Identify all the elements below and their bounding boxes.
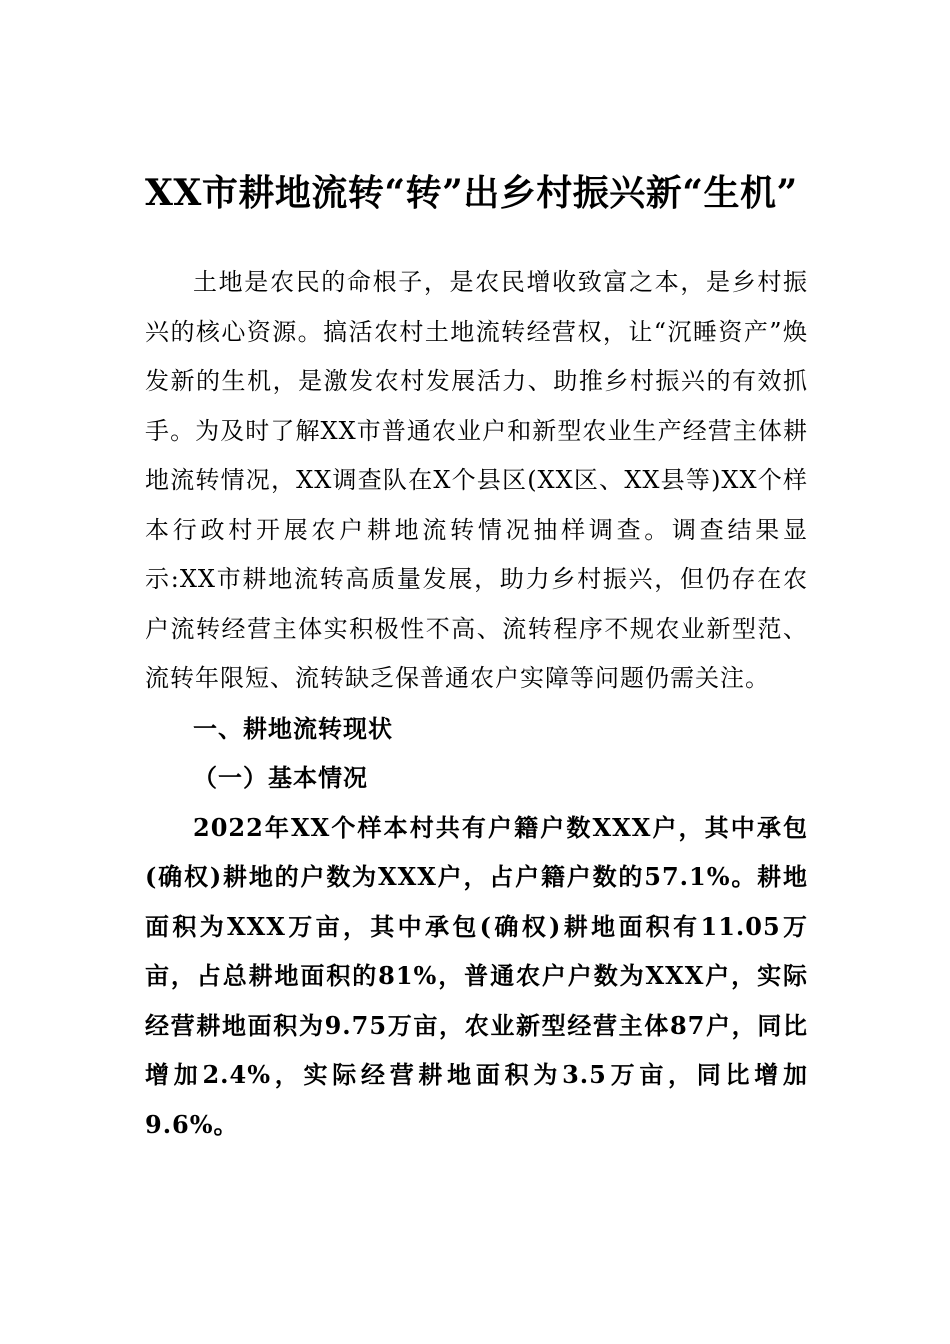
document-title: XX市耕地流转“转”出乡村振兴新“生机”	[145, 172, 798, 214]
section-heading: 一、耕地流转现状	[193, 713, 393, 743]
document-page	[145, 170, 808, 1149]
subsection-heading: （一）基本情况	[193, 763, 368, 792]
intro-paragraph: 土地是农民的命根子，是农民增收致富之本，是乡村振兴的核心资源。搞活农村土地流转经营权，让“沉睡资产”焕发新的生机，是激发农村发展活力、助推乡村振兴的有效抓手。为及时了解XX市普通农业户和新型农业生产经营主体耕地流转情况，XX调查队在X个县区(XX区、XX县等)XX个样本行政村开展农户耕地流转情况抽样调查。调查结果显示:XX市耕地流转高质量发展，助力乡村振兴，但仍存在农户流转经营主体实积极性不高、流转程序不规农业新型范、流转年限短、流转缺乏保普通农户实障等问题仍需关注。	[145, 268, 808, 692]
body-paragraph: 2022年XX个样本村共有户籍户数XXX户，其中承包(确权)耕地的户数为XXX户，占户籍户数的57.1%。耕地面积为XXX万亩，其中承包(确权)耕地面积有11.05万亩，占总耕地面积的81%，普通农户户数为XXX户，实际经营耕地面积为9.75万亩，农业新型经营主体87户，同比增加2.4%，实际经营耕地面积为3.5万亩，同比增加9.6%。	[145, 812, 808, 1139]
